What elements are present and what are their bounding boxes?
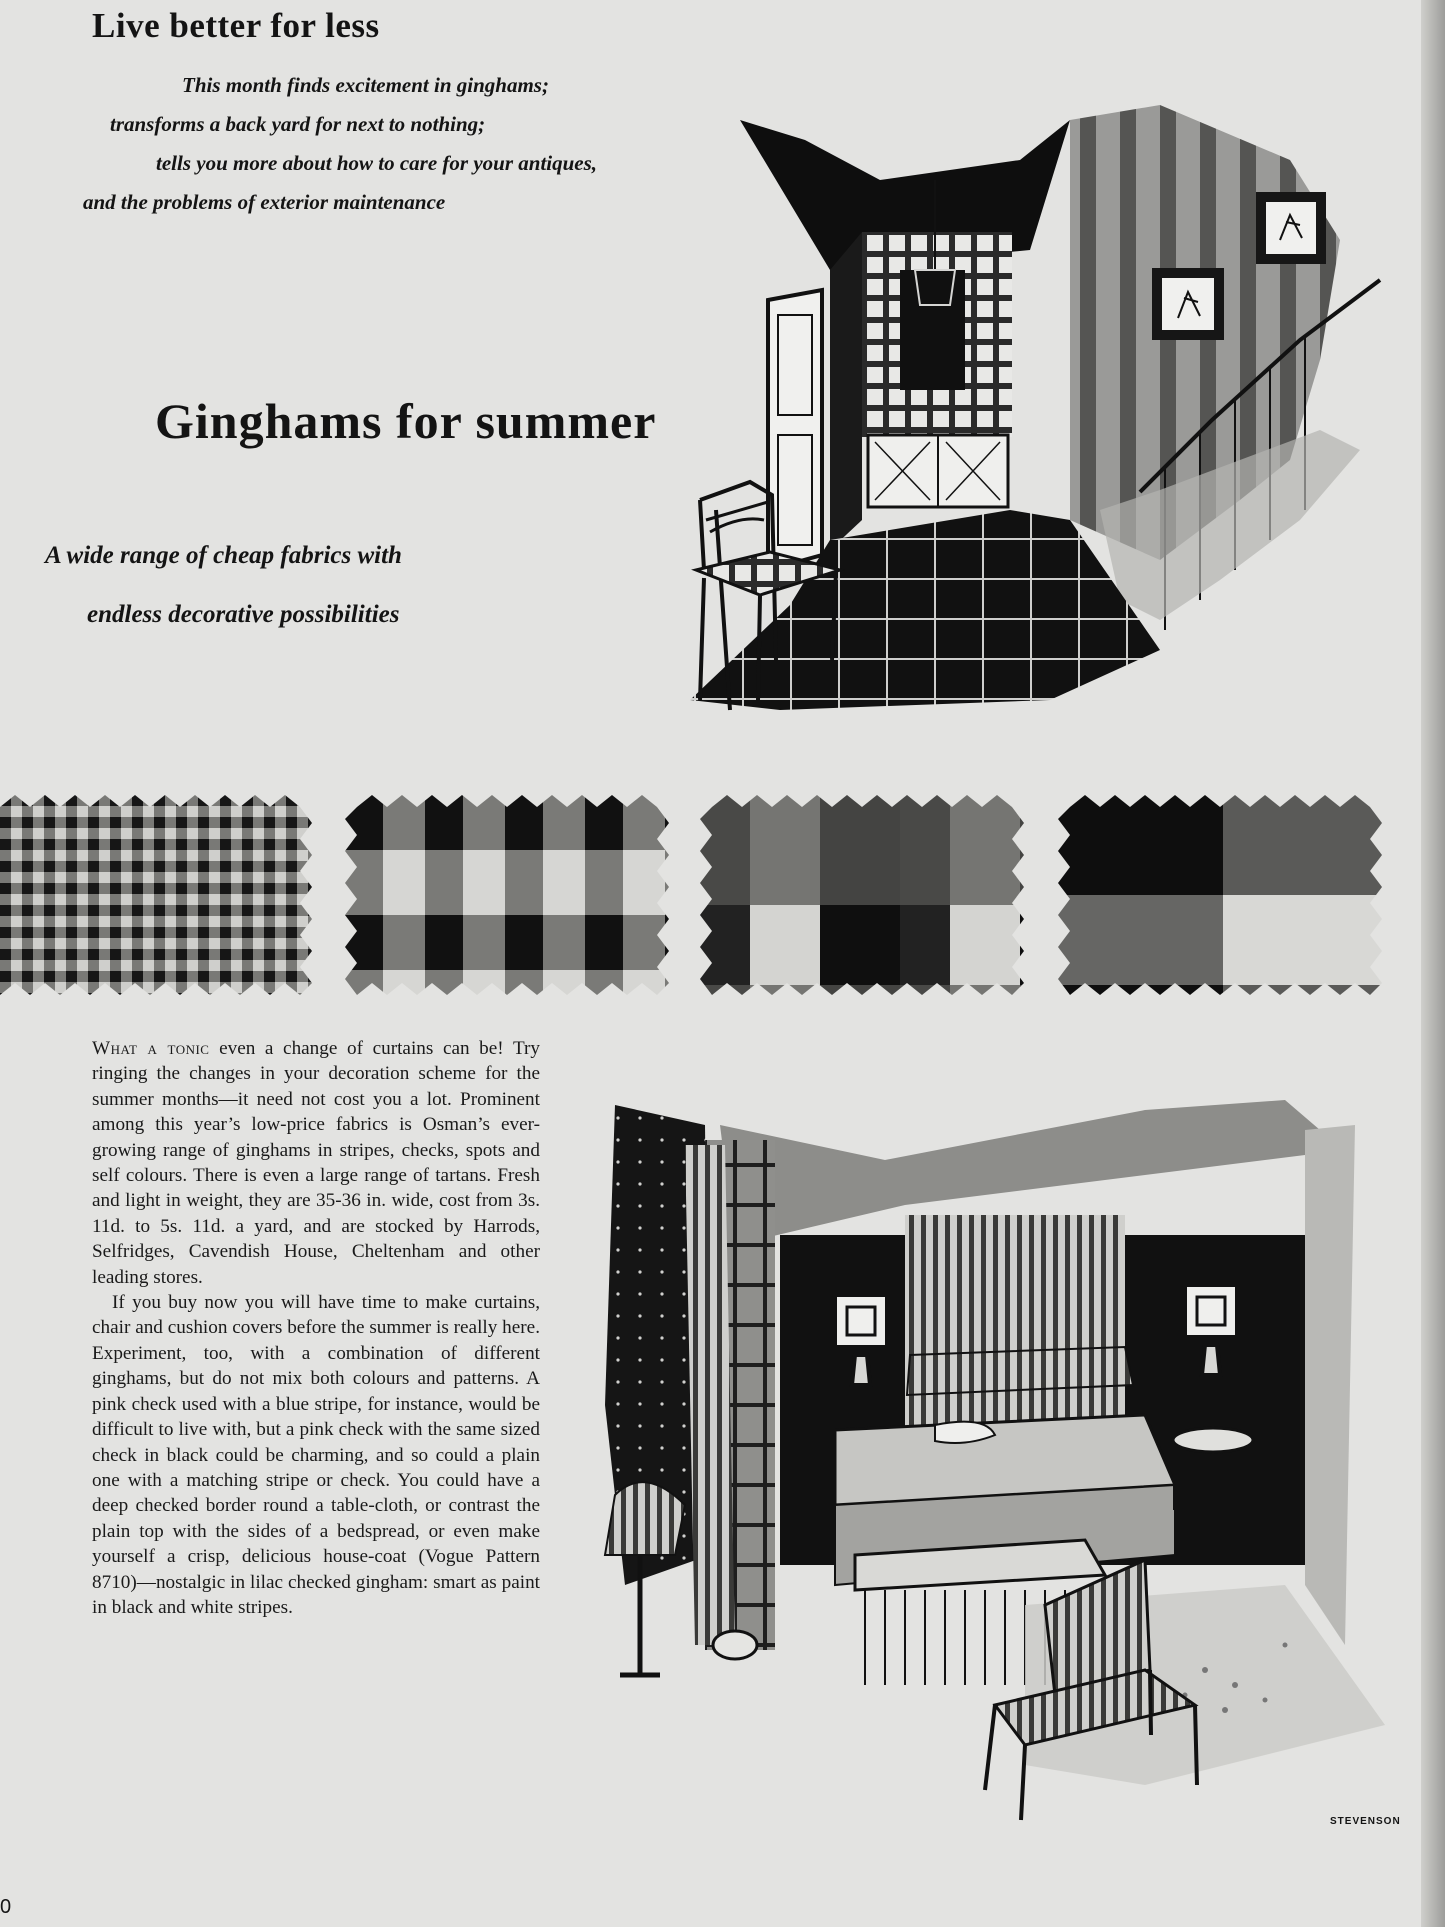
intro-line: transforms a back yard for next to nothing; — [110, 112, 486, 136]
fabric-swatch-strip — [0, 795, 1420, 995]
paragraph-text: even a change of curtains can be! Try ringing the changes in your decoration scheme for the summer months—it need not cost you a lot. Prominent among this year’s low-price fabrics is Osman’s ever-growing range of ginghams in stripes, checks, spots and self colours. There is even a large range of tartans. Fresh and light in weight, they are 35-36 in. wide, cost from 3s. 11d. to 5s. 11d. a yard, and are stocked by Harrods, Selfridges, Cavendish House, Cheltenham and other leading stores. — [92, 1038, 540, 1288]
mirror — [900, 270, 965, 390]
hallway-illustration — [600, 100, 1420, 750]
body-paragraph — [92, 1036, 540, 1290]
page-number: 0 — [0, 1896, 12, 1918]
subtitle-line: endless decorative possibilities — [87, 601, 400, 628]
section-title: Live better for less — [92, 6, 380, 45]
intro-line: and the problems of exterior maintenance — [83, 190, 446, 214]
gingham-swatch-small-check — [0, 795, 312, 995]
article-title: Ginghams for summer — [155, 393, 657, 449]
gingham-swatch-extra-large-check — [1058, 795, 1382, 995]
subtitle-line: A wide range of cheap fabrics with — [45, 542, 402, 569]
framed-picture — [835, 1295, 887, 1347]
lead-in: What a tonic — [92, 1038, 210, 1059]
gingham-swatch-large-check — [700, 795, 1024, 995]
bedroom-illustration — [585, 1085, 1415, 1825]
article-subtitle — [45, 526, 605, 644]
article-body — [92, 1036, 540, 1620]
illustrator-signature: STEVENSON — [1330, 1816, 1401, 1827]
decorative-bowl — [713, 1631, 757, 1659]
framed-picture — [1185, 1285, 1237, 1337]
intro-line: This month finds excitement in ginghams; — [182, 73, 549, 97]
nightstand — [1173, 1428, 1253, 1452]
body-paragraph: If you buy now you will have time to make curtains, chair and cushion covers before the summer is really here. Experiment, too, with a combination of different ginghams, but do not mix both colours and patterns. A pink check used with a blue stripe, for instance, would be difficult to live with, but a pink check with the same sized check in black could be charming, and so could a plain one with a matching stripe or check. You could have a deep checked border round a table-cloth, or contrast the plain top with the sides of a bedspread, or even make yourself a crisp, delicious house-coat (Vogue Pattern 8710)—nostalgic in lilac checked gingham: smart as paint in black and white stripes. — [92, 1292, 540, 1618]
intro-line: tells you more about how to care for your antiques, — [156, 151, 598, 175]
gingham-swatch-medium-check — [345, 795, 669, 995]
adjacent-page-edge — [1421, 0, 1445, 1927]
door — [768, 290, 822, 570]
